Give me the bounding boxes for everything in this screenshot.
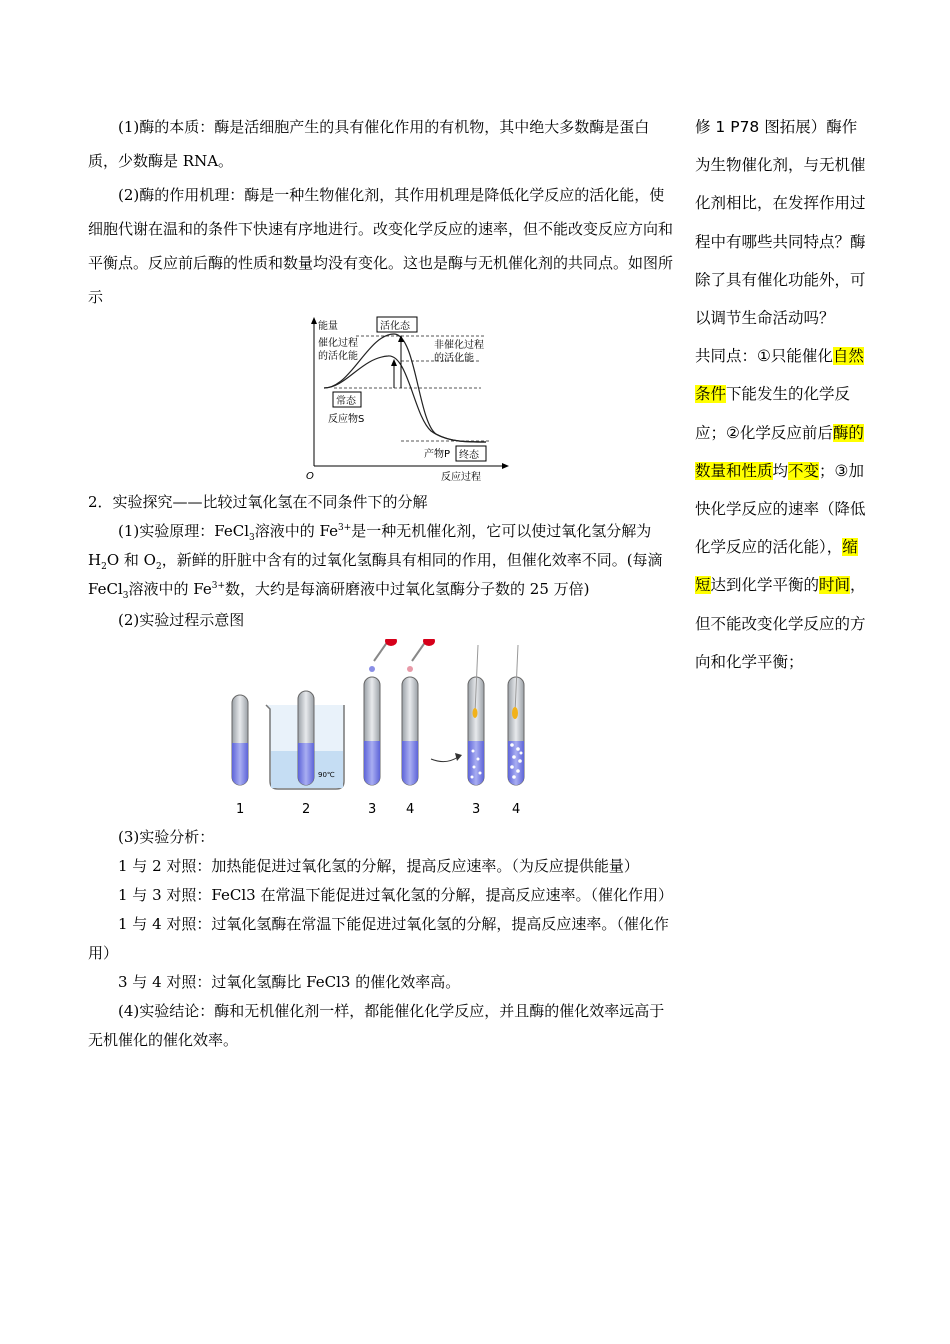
section-2-heading: 2．实验探究——比较过氧化氢在不同条件下的分解 [88, 493, 428, 511]
origin-label: O [306, 471, 314, 482]
tube-1 [232, 695, 248, 785]
highlight: 缩短 [695, 538, 858, 595]
tube-label-2: 2 [302, 802, 311, 817]
x-axis-label: 反应过程 [441, 472, 481, 483]
beaker-with-tube-2 [266, 691, 344, 789]
analysis-item: 1 与 4 对照：过氧化氢酶在常温下能促进过氧化氢的分解，提高反应速率。（催化作用） [88, 915, 669, 962]
analysis-item: 3 与 4 对照：过氧化氢酶比 FeCl3 的催化效率高。 [118, 973, 461, 991]
highlight: 酶的数量和性质 [695, 423, 864, 480]
tube-label-4-result: 4 [512, 802, 521, 817]
side-note: 修 1 P78 图拓展）酶作为生物催化剂，与无机催化剂相比，在发挥作用过程中有哪些共同特点？酶除了具有催化功能外，可以调节生命活动吗？ 共同点：①只能催化自然条件下能发生的化学反应；②化学反应前后酶的数量和性质均不变；③加快化学反应的速率（降低化学反应的活化能），缩短达到化学平衡的时间，但不能改变化学反应的方向和化学平衡； [695, 118, 866, 671]
y-axis-label: 能量 [318, 321, 338, 332]
test-tubes-diagram [226, 639, 546, 819]
analysis-item: 1 与 2 对照：加热能促进过氧化氢的分解，提高反应速率。（为反应提供能量） [118, 857, 639, 875]
catalyzed-label-1: 催化过程 [318, 338, 358, 349]
enzyme-nature-paragraph: (1)酶的本质：酶是活细胞产生的具有催化作用的有机物，其中绝大多数酶是蛋白质，少数酶是 RNA。 [88, 118, 650, 170]
dropper-fecl3 [369, 639, 397, 672]
main-column [88, 110, 678, 1055]
side-question: 修 1 P78 图拓展）酶作为生物催化剂，与无机催化剂相比，在发挥作用过程中有哪些共同特点？酶除了具有催化功能外，可以调节生命活动吗？ [695, 118, 866, 328]
tube-4 [402, 677, 418, 785]
reactant-label: 反应物S [328, 414, 365, 425]
tube-label-3-result: 3 [472, 802, 481, 817]
tube-label-1: 1 [236, 802, 245, 817]
highlight: 自然条件 [695, 347, 864, 404]
highlight: 不变 [788, 461, 820, 480]
normal-state-label: 常态 [336, 396, 356, 407]
active-state-label: 活化态 [380, 321, 410, 332]
temperature-label: 90℃ [318, 771, 335, 779]
uncatalyzed-label-1: 非催化过程 [434, 340, 484, 351]
highlight: 时间 [819, 576, 851, 595]
catalyzed-label-2: 的活化能 [318, 351, 358, 362]
uncatalyzed-label-2: 的活化能 [434, 353, 474, 364]
analysis-item: 1 与 3 对照：FeCl3 在常温下能促进过氧化氢的分解，提高反应速率。（催化作用） [118, 886, 673, 904]
product-label: 产物P [424, 449, 451, 460]
tube-label-3: 3 [368, 802, 377, 817]
conclusion-paragraph: (4)实验结论：酶和无机催化剂一样，都能催化化学反应，并且酶的催化效率远高于无机催化的催化效率。 [88, 1002, 665, 1049]
enzyme-mechanism-paragraph: (2)酶的作用机理：酶是一种生物催化剂，其作用机理是降低化学反应的活化能，使细胞代谢在温和的条件下快速有序地进行。改变化学反应的速率，但不能改变反应方向和平衡点。反应前后酶的性质和数量均没有变化。这也是酶与无机催化剂的共同点。如图所示 [88, 186, 674, 306]
dropper-liver [407, 639, 435, 672]
tube-4-result [508, 645, 524, 785]
principle-paragraph: (1)实验原理：FeCl$_3$溶液中的 $Fe^{3+}$是一种无机催化剂，它可以使过氧化氢分解为 $H_2O$ 和 $O_2$，新鲜的肝脏中含有的过氧化氢酶具有相同的作用，但催化效率不同。(每滴 FeCl$_3$溶液中的 $Fe^{3+}$数，大约是每滴研磨液中过氧化氢酶分子数的 25 万倍) [88, 522, 663, 601]
tube-3 [364, 677, 380, 785]
activation-energy-diagram [306, 316, 516, 484]
final-state-label: 终态 [459, 450, 479, 461]
tube-3-result [468, 645, 484, 785]
process-label: (2)实验过程示意图 [118, 611, 245, 629]
analysis-heading: (3)实验分析： [118, 828, 215, 846]
tube-label-4: 4 [406, 802, 415, 817]
